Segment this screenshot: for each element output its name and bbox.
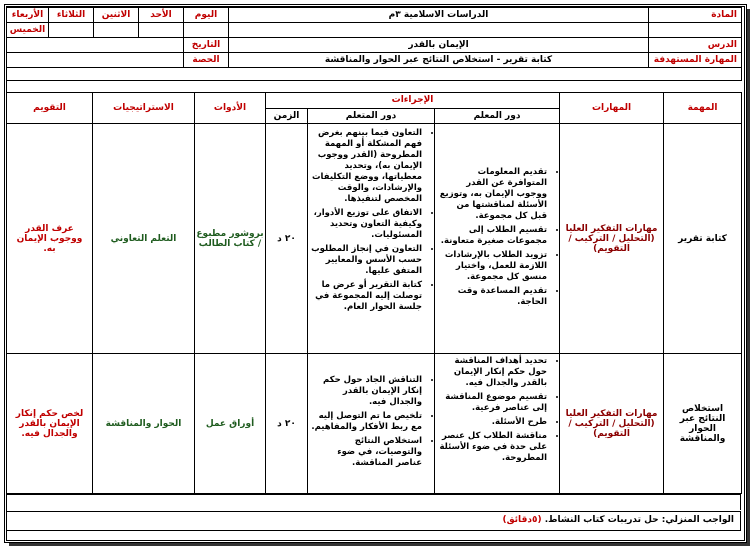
list-item: • التناقش الجاد حول حكم إنكار الإيمان بالقدر والجدال فيه. (310, 375, 422, 408)
time-cell: ٢٠ د (266, 354, 308, 494)
tools-cell: بروشور مطبوع / كتاب الطالب (195, 124, 266, 354)
list-item: • تقسيم موضوع المناقشة إلى عناصر فرعية. (437, 392, 547, 414)
task-cell: كتابة تقرير (664, 124, 742, 354)
list-item: • الاتفاق على توزيع الأدوار، وكيفية التعاون وتحديد المسئوليات. (310, 208, 422, 241)
homework-bar (6, 511, 741, 531)
skill-value: كتابة تقرير - استخلاص النتائج عبر الحوار والمناقشة (229, 53, 649, 68)
day-label: اليوم (184, 8, 229, 23)
strategy-cell: الحوار والمناقشة (93, 354, 195, 494)
col-tools: الأدوات (195, 93, 266, 124)
col-procedures: الإجراءات (266, 93, 560, 109)
evaluation-cell: لخص حكم إنكار الإيمان بالقدر والجدال فيه. (7, 354, 93, 494)
table-row (7, 354, 742, 494)
list-item: • استخلاص النتائج والتوصيات، في ضوء عناصر المناقشة. (310, 436, 422, 469)
day-wed: الأربعاء (7, 8, 49, 23)
period-label: الحصة (184, 53, 229, 68)
list-item: • التعاون في إنجاز المطلوب حسب الأسس والمعايير المتفق عليها. (310, 244, 422, 277)
skill-label: المهارة المستهدفة (649, 53, 742, 68)
task-cell: استخلاص النتائج عبر الحوار والمناقشة (664, 354, 742, 494)
list-item: • كتابة التقرير أو عرض ما توصلت إليه المجموعة في جلسة الحوار العام. (310, 280, 422, 313)
date-label: التاريخ (184, 38, 229, 53)
table-row (7, 124, 742, 354)
homework-label: الواجب المنزلي: (661, 515, 734, 525)
tools-cell: أوراق عمل (195, 354, 266, 494)
list-item: • تحديد أهداف المناقشة حول حكم إنكار الإيمان بالقدر والجدال فيه. (437, 356, 547, 389)
col-strategies: الاستراتيجيات (93, 93, 195, 124)
lesson-value: الإيمان بالقدر (229, 38, 649, 53)
strategy-cell: التعلم التعاوني (93, 124, 195, 354)
homework-duration: (٥دقائق) (502, 515, 542, 525)
subject-label: المادة (649, 8, 742, 23)
lesson-plan-table (6, 92, 742, 494)
col-evaluation: التقويم (7, 93, 93, 124)
col-teacher-role: دور المعلم (435, 108, 560, 124)
col-learner-role: دور المتعلم (308, 108, 435, 124)
teacher-role-list (435, 356, 559, 464)
homework-value: حل تدريبات كتاب النشاط. (544, 515, 659, 525)
list-item: • مناقشة الطلاب كل عنصر على حدة في ضوء الأسئلة المطروحة. (437, 431, 547, 464)
list-item: • تلخيص ما تم التوصل إليه مع ربط الأفكار والمفاهيم. (310, 411, 422, 433)
learner-role-list (308, 128, 434, 313)
skills-cell: مهارات التفكير العليا (التحليل / التركيب / التقويم) (560, 354, 664, 494)
learner-role-list (308, 375, 434, 469)
list-item: • طرح الأسئلة. (437, 417, 547, 428)
col-skills: المهارات (560, 93, 664, 124)
list-item: • التعاون فيما بينهم بغرض فهم المشكلة أو المهمة المطروحة (القدر ووجوب الإيمان به)، وتحديد معطياتها، ووضع التكليفات والإرشادات، والوقت المخصص لتنفيذها. (310, 128, 422, 205)
time-cell: ٢٠ د (266, 124, 308, 354)
list-item: • تقديم المعلومات المتوافرة عن القدر ووجوب الإيمان به، وتوزيع الأسئلة لمناقشتها من قبل كل مجموعة. (437, 167, 547, 222)
list-item: • تقسيم الطلاب إلى مجموعات صغيرة متعاونة. (437, 225, 547, 247)
evaluation-cell: عرف القدر ووجوب الإيمان به. (7, 124, 93, 354)
col-time: الزمن (266, 108, 308, 124)
col-task: المهمة (664, 93, 742, 124)
day-sun: الأحد (139, 8, 184, 23)
subject-value: الدراسات الاسلامية ٣م (229, 8, 649, 23)
day-tue: الثلاثاء (49, 8, 94, 23)
teacher-role-list (435, 167, 559, 308)
header-table (6, 7, 742, 81)
lesson-label: الدرس (649, 38, 742, 53)
list-item: • تقديم المساعدة وقت الحاجة. (437, 286, 547, 308)
day-mon: الاثنين (94, 8, 139, 23)
list-item: • تزويد الطلاب بالإرشادات اللازمة للعمل، واختيار منسق كل مجموعة. (437, 250, 547, 283)
day-thu: الخميس (7, 23, 49, 38)
skills-cell: مهارات التفكير العليا (التحليل / التركيب / التقويم) (560, 124, 664, 354)
